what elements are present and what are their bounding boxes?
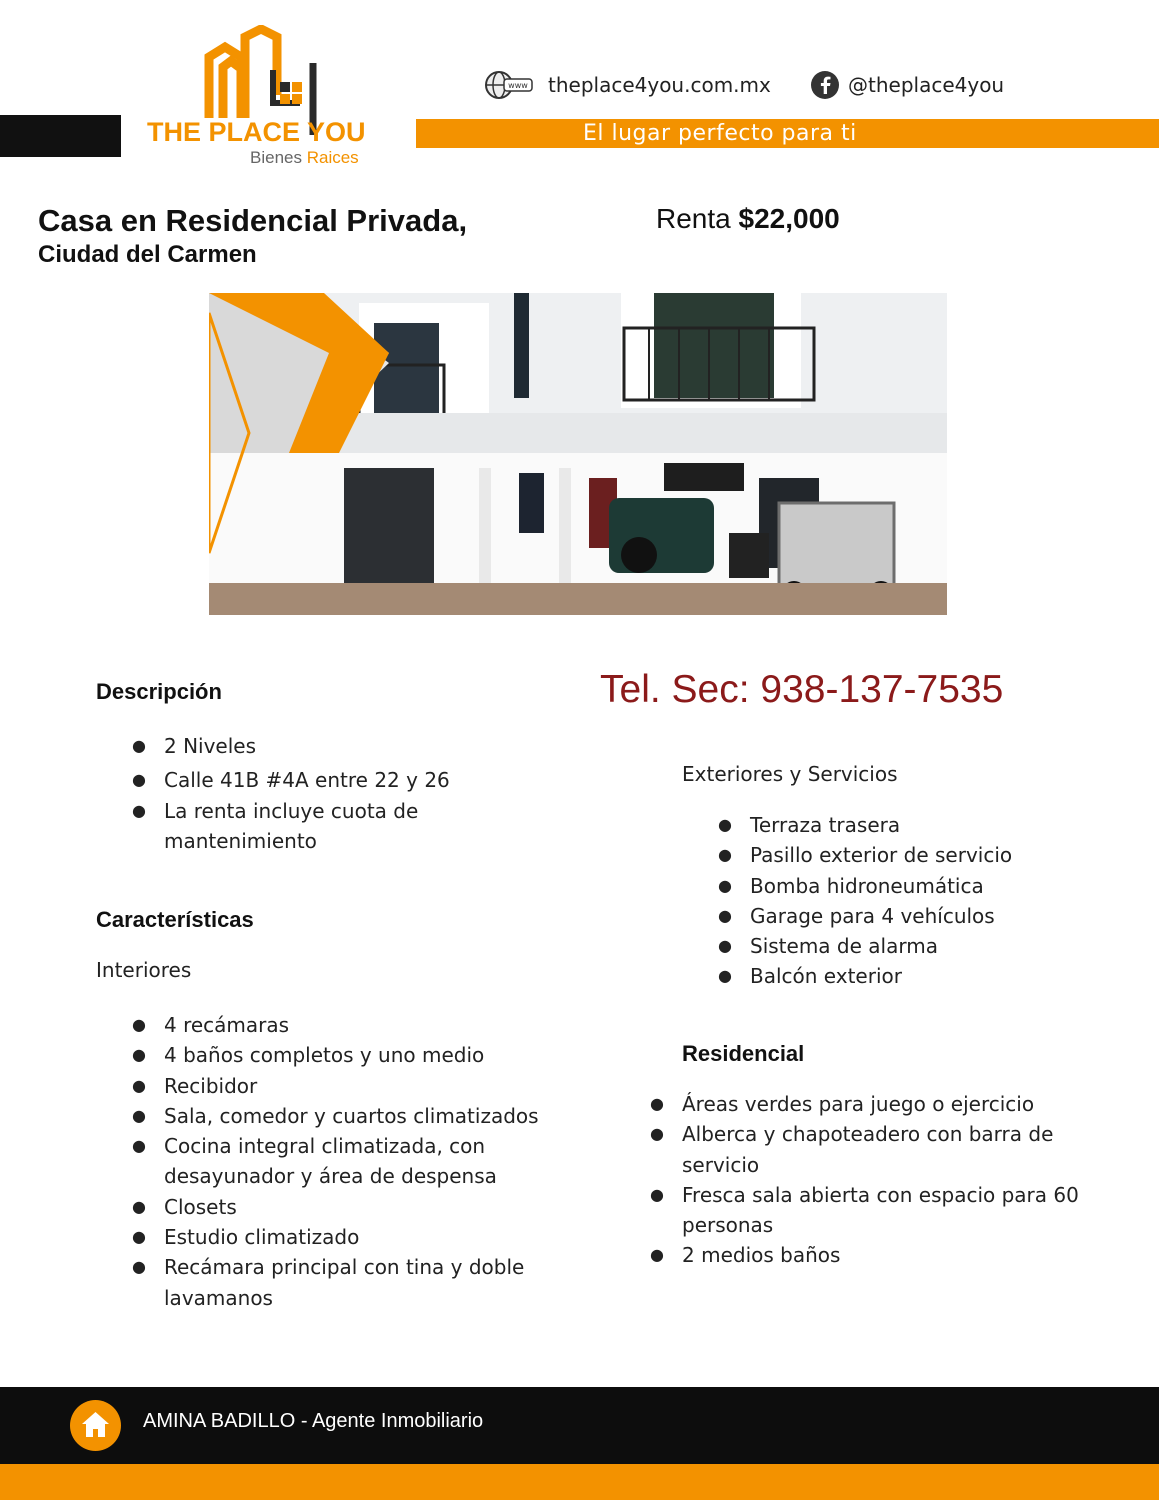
list-item-continuation: lavamanos [164,1285,273,1310]
list-item: ● Recámara principal con tina y doble [132,1255,525,1280]
list-item-continuation: desayunador y área de despensa [164,1164,497,1189]
logo-subtitle: Bienes Raices [250,148,359,167]
list-item: ● Terraza trasera [718,813,901,837]
list-item: ● Sala, comedor y cuartos climatizados [132,1103,539,1128]
website-link[interactable]: www theplace4you.com.mx [484,70,771,100]
descripcion-heading: Descripción [96,679,222,704]
list-item: ● Alberca y chapoteadero con barra de [650,1122,1054,1147]
house-photo [209,293,947,615]
facebook-link[interactable]: @theplace4you [810,70,1004,100]
www-globe-icon [484,70,540,100]
interiores-label: Interiores [96,958,192,982]
footer-orange-bar [0,1464,1159,1500]
listing-title: Casa en Residencial Privada, [38,203,468,238]
list-item: ● Garage para 4 vehículos [718,903,995,928]
list-item: ● Fresca sala abierta con espacio para 60 [650,1182,1079,1207]
list-item: ● 2 Niveles [132,734,257,758]
list-item: ● Calle 41B #4A entre 22 y 26 [132,768,450,793]
facebook-icon [810,70,840,100]
exteriores-list [682,810,1012,992]
list-item: ● Cocina integral climatizada, con [132,1134,486,1159]
list-item: ● Sistema de alarma [718,934,938,959]
list-item: ● Closets [132,1194,237,1219]
list-item: ● Recibidor [132,1073,258,1098]
list-item: ● Áreas verdes para juego o ejercicio [650,1092,1035,1116]
residencial-list [614,1089,1079,1271]
caracteristicas-heading: Características [96,907,254,932]
header-black-bar [0,115,121,157]
logo-title: THE PLACE YOU [147,117,366,147]
agent-name: AMINA BADILLO - Agente Inmobiliario [143,1410,484,1432]
list-item-continuation: mantenimiento [164,828,317,853]
list-item: ● Bomba hidroneumática [718,873,984,898]
listing-location: Ciudad del Carmen [38,241,257,268]
list-item: ● 4 recámaras [132,1013,290,1037]
list-item: ● Pasillo exterior de servicio [718,843,1013,868]
list-item-continuation: servicio [682,1152,760,1177]
list-item: ● La renta incluye cuota de [132,798,419,823]
list-item: ● 4 baños completos y uno medio [132,1043,485,1068]
home-icon [70,1400,121,1451]
tagline: El lugar perfecto para ti [583,121,857,146]
exteriores-label: Exteriores y Servicios [682,762,898,786]
listing-price: Renta $22,000 [656,203,840,234]
list-item: ● Balcón exterior [718,964,902,989]
list-item: ● 2 medios baños [650,1243,841,1268]
list-item-continuation: personas [682,1213,774,1238]
list-item: ● Estudio climatizado [132,1225,360,1250]
svg-text:www: www [508,81,528,90]
interiores-list [96,1010,539,1313]
residencial-heading: Residencial [682,1041,805,1066]
phone-number[interactable]: Tel. Sec: 938-137-7535 [600,668,1004,711]
descripcion-list [96,731,450,856]
